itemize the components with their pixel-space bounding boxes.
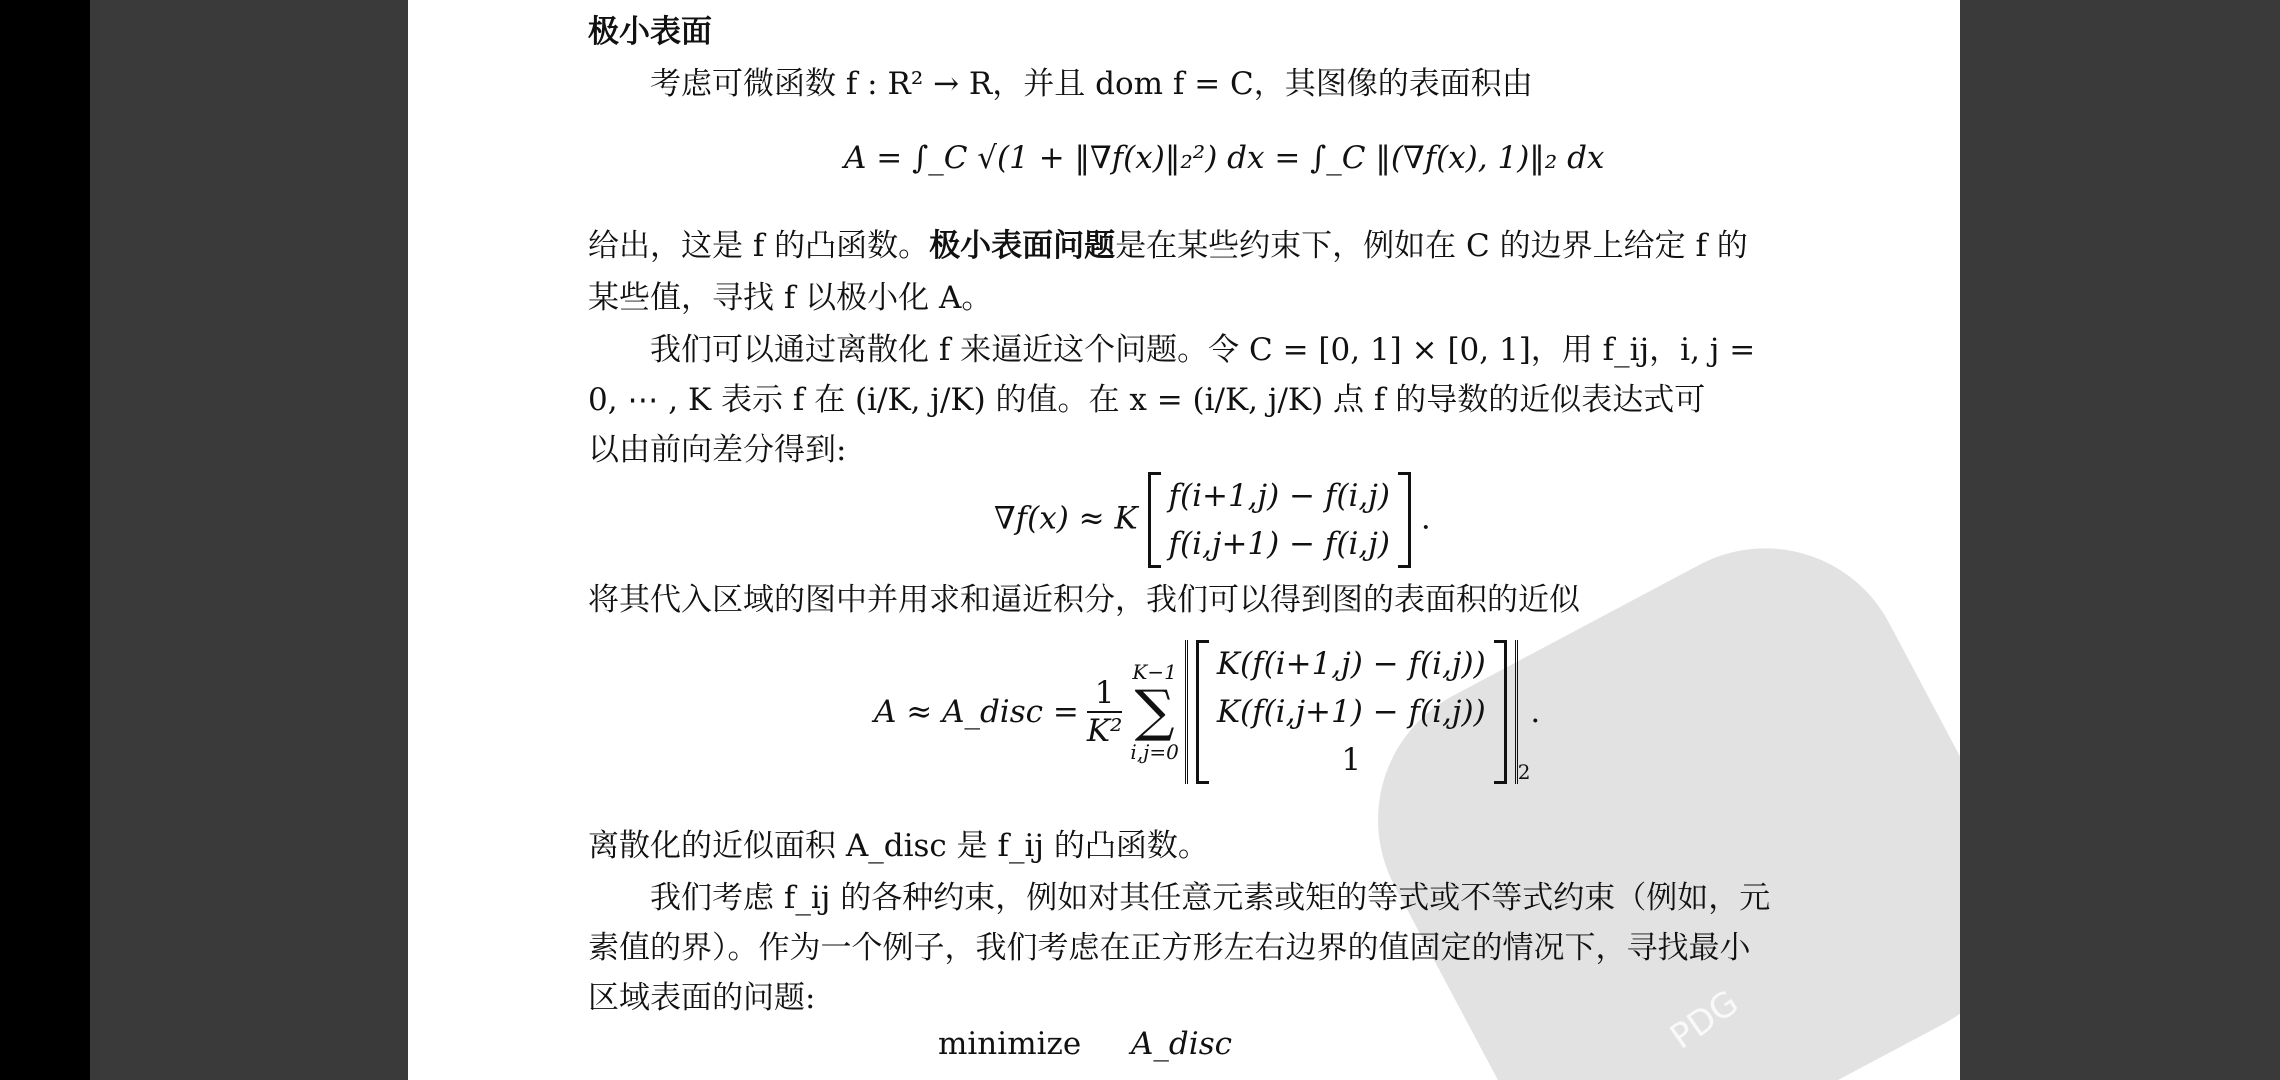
equation-adisc: A ≈ A_disc = $\frac{1}{\text{K²}}$ K−1 ∑ i,j=0 K(f(i+1,j) − f(i,j)) K(f(i,j+1) − f(i,j)) 1 2 . [874, 640, 1540, 784]
paragraph-6-line-1: 我们考虑 f_ij 的各种约束，例如对其任意元素或矩的等式或不等式约束（例如，元 [650, 880, 1771, 916]
norm-subscript: 2 [1517, 760, 1531, 784]
minimal-surface-term: 极小表面问题 [929, 228, 1116, 264]
left-black-bar [0, 0, 90, 1080]
equation-surface-area: A = ∫_C √(1 + ‖∇f(x)‖₂²) dx = ∫_C ‖(∇f(x), 1)‖₂ dx [844, 140, 1605, 176]
gradient-row-1: f(i+1,j) − f(i,j) [1168, 478, 1390, 514]
watermark-text: PDG [1663, 982, 1746, 1058]
opt-objective: A_disc [1131, 1026, 1232, 1062]
adisc-sum-bottom: i,j=0 [1130, 740, 1179, 764]
adisc-row-3: 1 [1341, 742, 1362, 778]
section-heading: 极小表面 [588, 14, 712, 50]
adisc-frac-num: 1 [1087, 675, 1123, 713]
adisc-frac-den: K² [1086, 713, 1123, 749]
opt-label: minimize [938, 1026, 1082, 1062]
paragraph-6-line-2: 素值的界）。作为一个例子，我们考虑在正方形左右边界的值固定的情况下，寻找最小 [588, 930, 1751, 966]
paragraph-3-line-3: 以由前向差分得到: [588, 432, 847, 468]
paragraph-4: 将其代入区域的图中并用求和逼近积分，我们可以得到图的表面积的近似 [588, 582, 1580, 618]
paragraph-5: 离散化的近似面积 A_disc 是 f_ij 的凸函数。 [588, 828, 1209, 864]
paragraph-3-line-1: 我们可以通过离散化 f 来逼近这个问题。令 C = [0, 1] × [0, 1]，用 f_ij，i, j = [650, 332, 1756, 368]
paragraph-6-line-3: 区域表面的问题: [588, 980, 816, 1016]
paragraph-2 [588, 226, 1748, 266]
adisc-sum [1130, 660, 1178, 764]
adisc-row-1: K(f(i+1,j) − f(i,j)) [1216, 646, 1486, 682]
equation-gradient: ∇f(x) ≈ K f(i+1,j) − f(i,j) f(i,j+1) − f(i,j) . [994, 472, 1431, 568]
gradient-row-2: f(i,j+1) − f(i,j) [1168, 526, 1390, 562]
paragraph-1: 考虑可微函数 f : R² → R，并且 dom f = C，其图像的表面积由 [650, 66, 1533, 102]
optimization-row [938, 1024, 1232, 1064]
paragraph-2-text-b: 是在某些约束下，例如在 C 的边界上给定 f 的 [1115, 228, 1748, 264]
paragraph-3-line-2: 0, ⋯ , K 表示 f 在 (i/K, j/K) 的值。在 x = (i/K, j/K) 点 f 的导数的近似表达式可 [588, 382, 1706, 418]
adisc-sum-top: K−1 [1132, 660, 1177, 684]
adisc-lhs: A ≈ A_disc = [874, 694, 1079, 730]
paragraph-2-text-a: 给出，这是 f 的凸函数。 [588, 228, 930, 264]
sum-symbol-icon: ∑ [1134, 679, 1175, 744]
left-margin [90, 0, 408, 1080]
gradient-lhs: ∇f(x) ≈ K [994, 500, 1138, 537]
adisc-norm [1185, 640, 1518, 784]
adisc-row-2: K(f(i,j+1) − f(i,j)) [1216, 694, 1486, 730]
gradient-matrix [1148, 472, 1411, 568]
document-page [408, 0, 1960, 1080]
right-margin [1960, 0, 2280, 1080]
adisc-fraction [1087, 675, 1123, 749]
paragraph-2-cont: 某些值，寻找 f 以极小化 A。 [588, 280, 993, 316]
adisc-matrix [1196, 640, 1507, 784]
